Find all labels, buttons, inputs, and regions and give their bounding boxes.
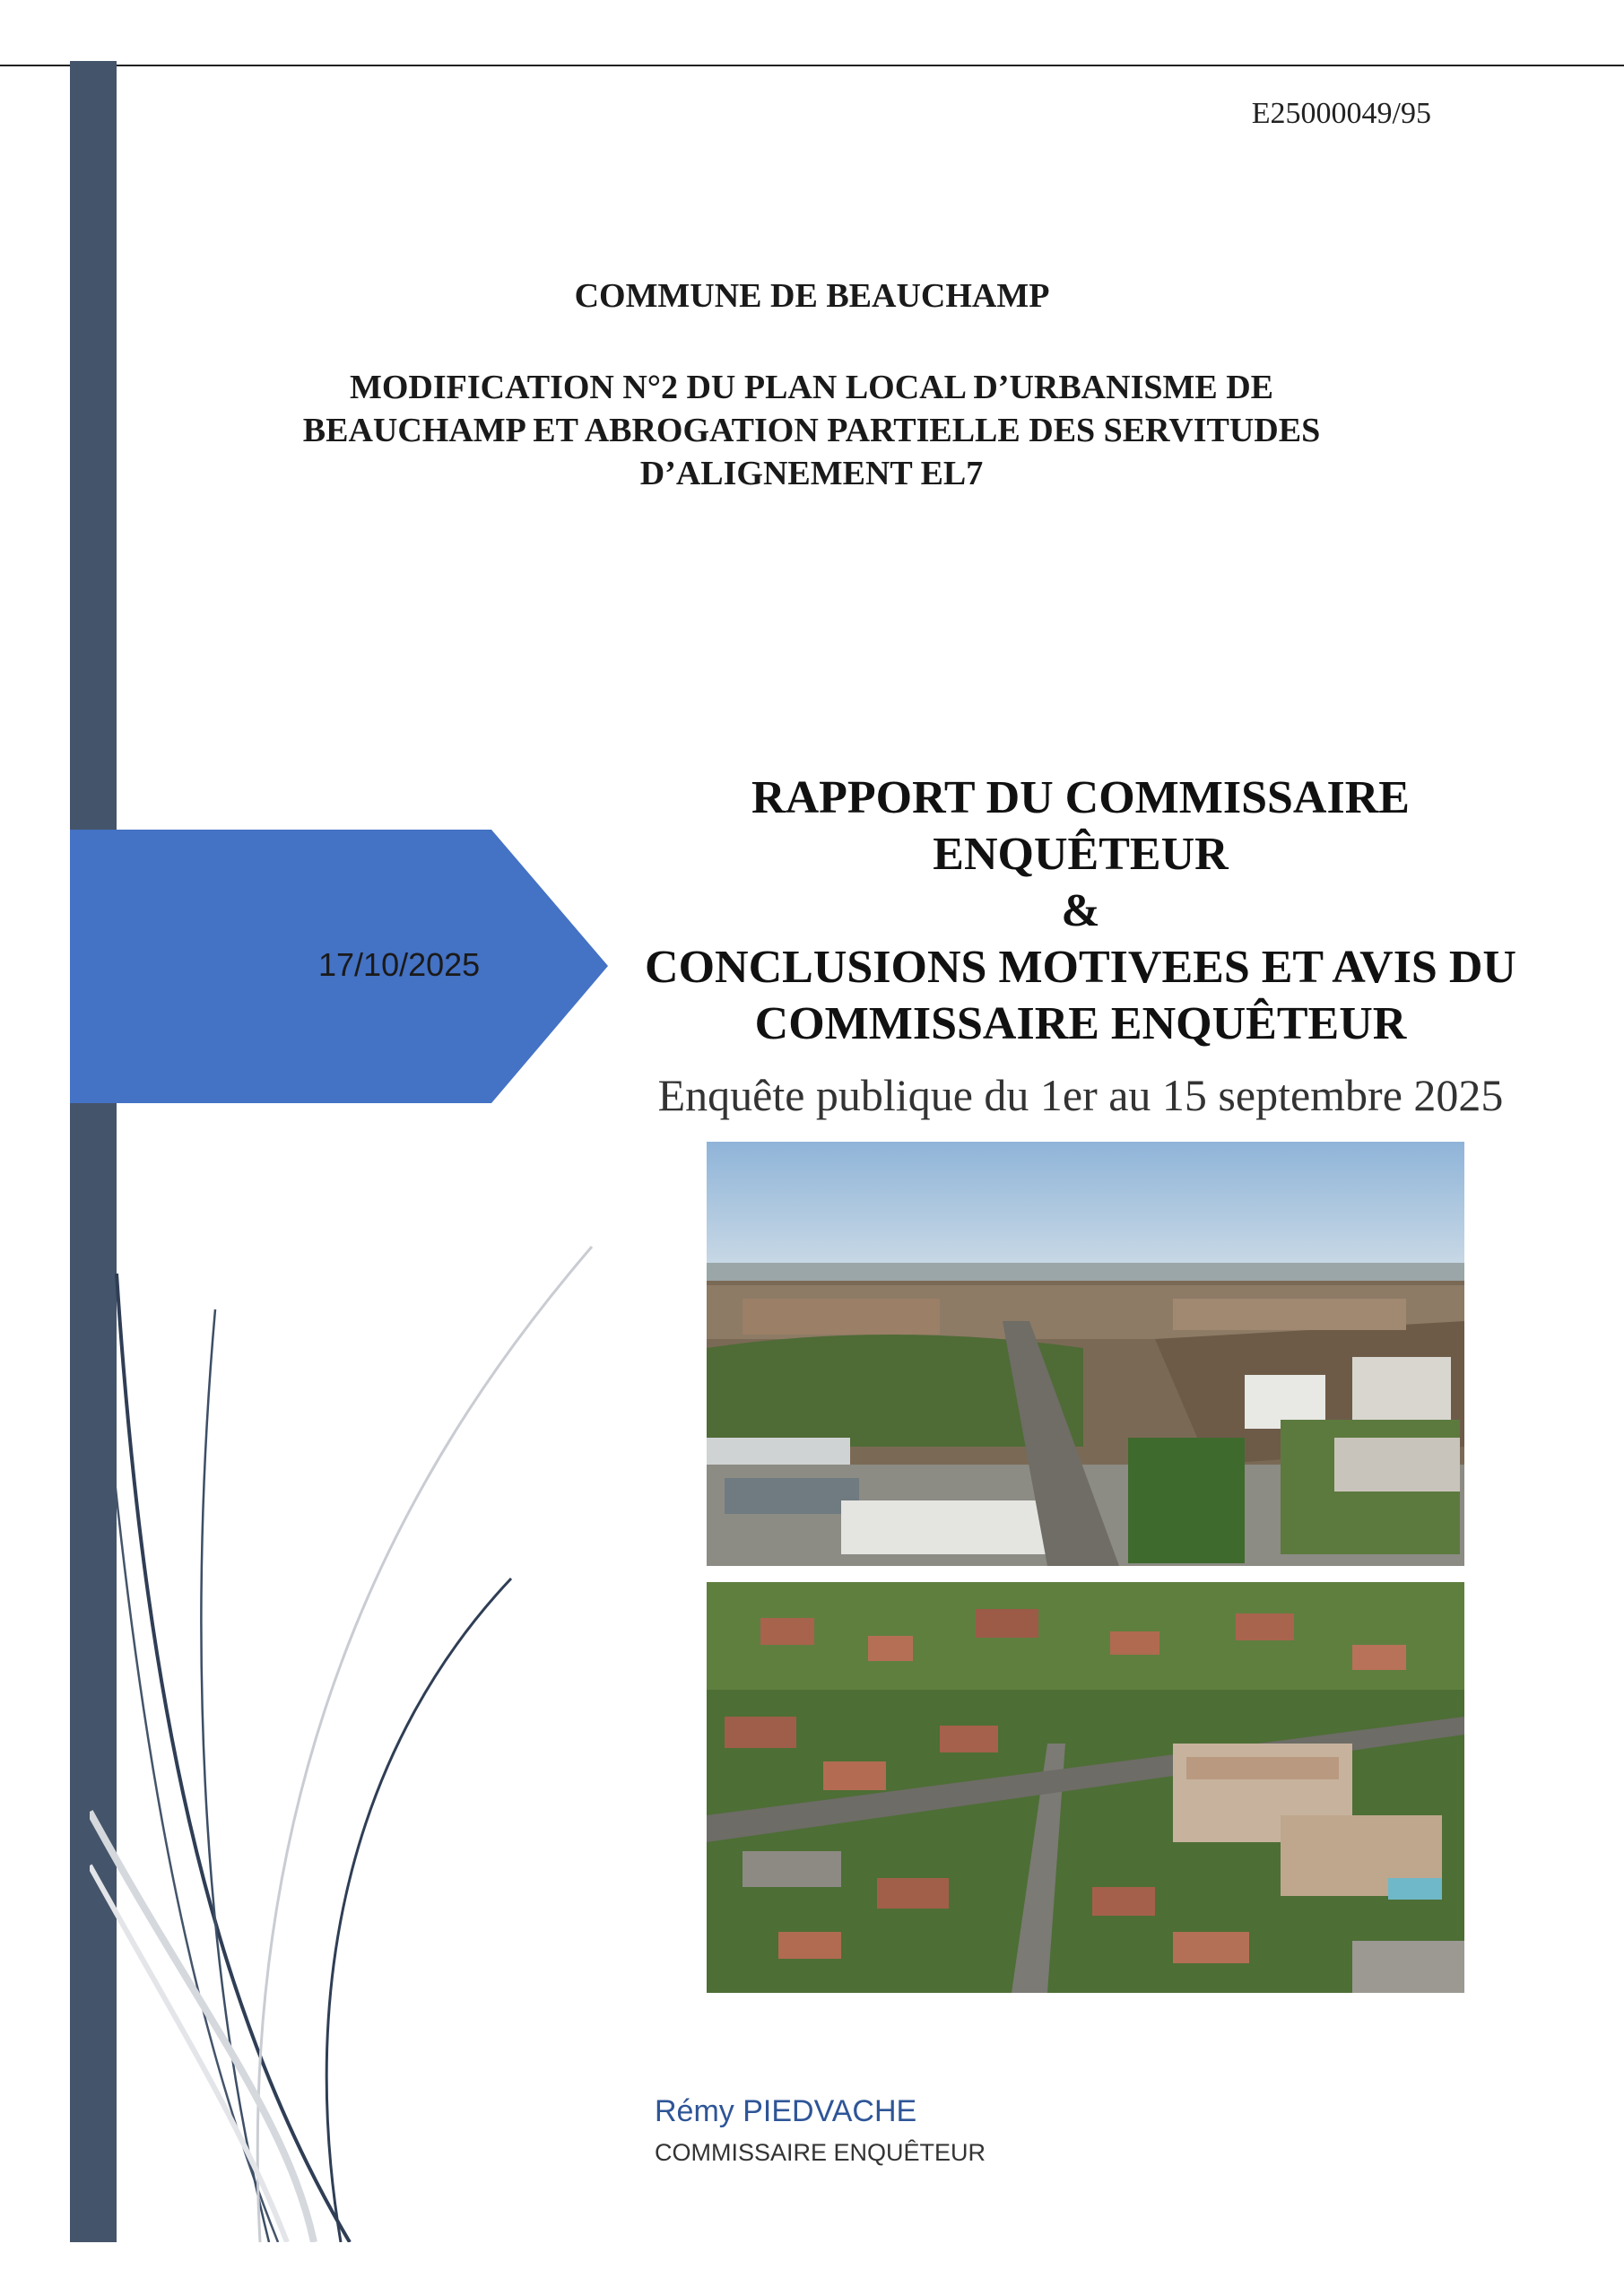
report-title (574, 770, 1587, 1052)
aerial-photo-city (707, 1142, 1464, 1566)
report-title-line: ENQUÊTEUR (933, 829, 1229, 880)
author-name: Rémy PIEDVACHE (655, 2094, 917, 2128)
modification-line: MODIFICATION N°2 DU PLAN LOCAL D’URBANISME DE (350, 369, 1273, 406)
report-title-line: RAPPORT DU COMMISSAIRE (751, 772, 1410, 823)
author-role: COMMISSAIRE ENQUÊTEUR (655, 2139, 986, 2166)
commune-title: COMMUNE DE BEAUCHAMP (574, 277, 1050, 315)
report-title-line: COMMISSAIRE ENQUÊTEUR (754, 998, 1407, 1049)
inquiry-period: Enquête publique du 1er au 15 septembre 2025 (657, 1070, 1504, 1120)
modification-line: BEAUCHAMP ET ABROGATION PARTIELLE DES SERVITUDES (302, 412, 1321, 449)
report-title-line: CONCLUSIONS MOTIVEES ET AVIS DU (645, 942, 1516, 993)
report-title-line: & (1061, 885, 1100, 936)
report-date: 17/10/2025 (318, 946, 481, 983)
aerial-photo-residential (707, 1582, 1464, 1993)
modification-title (206, 366, 1417, 495)
decorative-curves (90, 1238, 646, 2242)
reference-number: E25000049/95 (1251, 97, 1431, 130)
top-rule (0, 65, 1624, 66)
modification-line: D’ALIGNEMENT EL7 (639, 455, 984, 492)
